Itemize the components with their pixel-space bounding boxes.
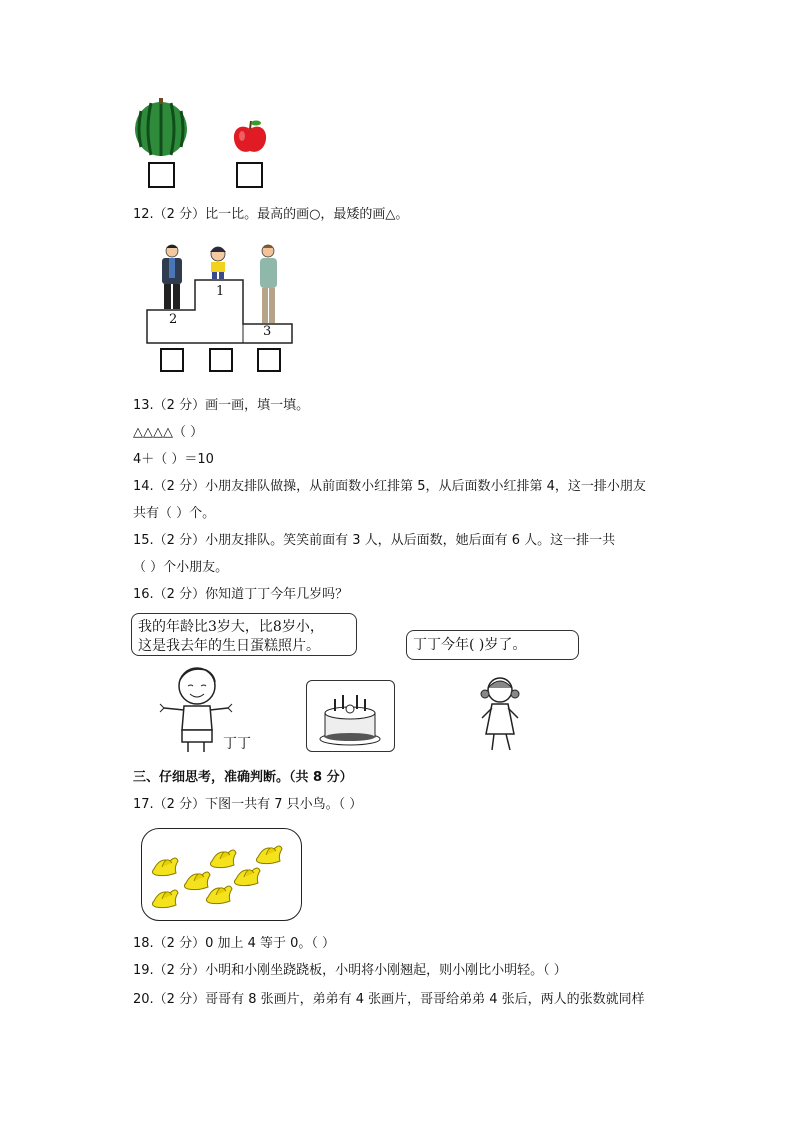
question-13-equation: 4＋（ ）＝10 — [133, 452, 214, 467]
question-17-text: 17.（2 分）下图一共有 7 只小鸟。（ ） — [133, 797, 363, 812]
speech-bubble-left — [131, 613, 357, 656]
watermelon-icon — [133, 97, 189, 157]
answer-box-watermelon[interactable] — [148, 162, 175, 188]
bird-icon — [206, 886, 232, 904]
speech-bubble-right-text: 丁丁今年( )岁了。 — [413, 637, 527, 653]
question-13-text: 13.（2 分）画一画，填一填。 — [133, 398, 310, 413]
boy-name-label: 丁丁 — [223, 736, 251, 752]
answer-box-person-1[interactable] — [209, 348, 233, 372]
cake-photo-frame — [306, 680, 395, 752]
question-16-text: 16.（2 分）你知道丁丁今年几岁吗？ — [133, 587, 349, 602]
question-20-text: 20.（2 分）哥哥有 8 张画片，弟弟有 4 张画片，哥哥给弟弟 4 张后，两人的张数就同样 — [133, 992, 645, 1007]
podium-label-2: 2 — [169, 312, 178, 327]
speech-bubble-right — [406, 630, 579, 660]
bird-icon — [152, 890, 178, 908]
question-15-line1: 15.（2 分）小朋友排队。笑笑前面有 3 人，从后面数，她后面有 6 人。这一排一共 — [133, 533, 616, 548]
birds-illustration — [142, 829, 300, 919]
speech-bubble-left-line1: 我的年龄比3岁大，比8岁小， — [138, 619, 324, 635]
speech-bubble-left-line2: 这是我去年的生日蛋糕照片。 — [138, 638, 320, 654]
podium-label-1: 1 — [216, 284, 225, 299]
answer-box-person-3[interactable] — [257, 348, 281, 372]
girl-illustration — [474, 672, 526, 756]
bird-icon — [210, 850, 236, 868]
bird-icon — [184, 872, 210, 890]
bird-icon — [256, 846, 282, 864]
answer-box-apple[interactable] — [236, 162, 263, 188]
question-13-triangles: △△△△（ ） — [133, 425, 204, 440]
question-12-text: 12.（2 分）比一比。最高的画○，最矮的画△。 — [133, 207, 409, 222]
birds-frame — [141, 828, 302, 921]
answer-box-person-2[interactable] — [160, 348, 184, 372]
bird-icon — [234, 868, 260, 886]
podium-label-3: 3 — [263, 324, 272, 339]
question-14-line1: 14.（2 分）小朋友排队做操，从前面数小红排第 5，从后面数小红排第 4，这一排小朋友 — [133, 479, 646, 494]
question-18-text: 18.（2 分）0 加上 4 等于 0。（ ） — [133, 936, 336, 951]
question-15-line2: （ ）个小朋友。 — [133, 560, 229, 575]
apple-icon — [233, 119, 267, 155]
question-14-line2: 共有（ ）个。 — [133, 506, 216, 521]
bird-icon — [152, 858, 178, 876]
birthday-cake-icon — [307, 681, 393, 751]
section-3-heading: 三、仔细思考，准确判断。（共 8 分） — [133, 770, 353, 785]
question-19-text: 19.（2 分）小明和小刚坐跷跷板，小明将小刚翘起，则小刚比小明轻。（ ） — [133, 963, 567, 978]
